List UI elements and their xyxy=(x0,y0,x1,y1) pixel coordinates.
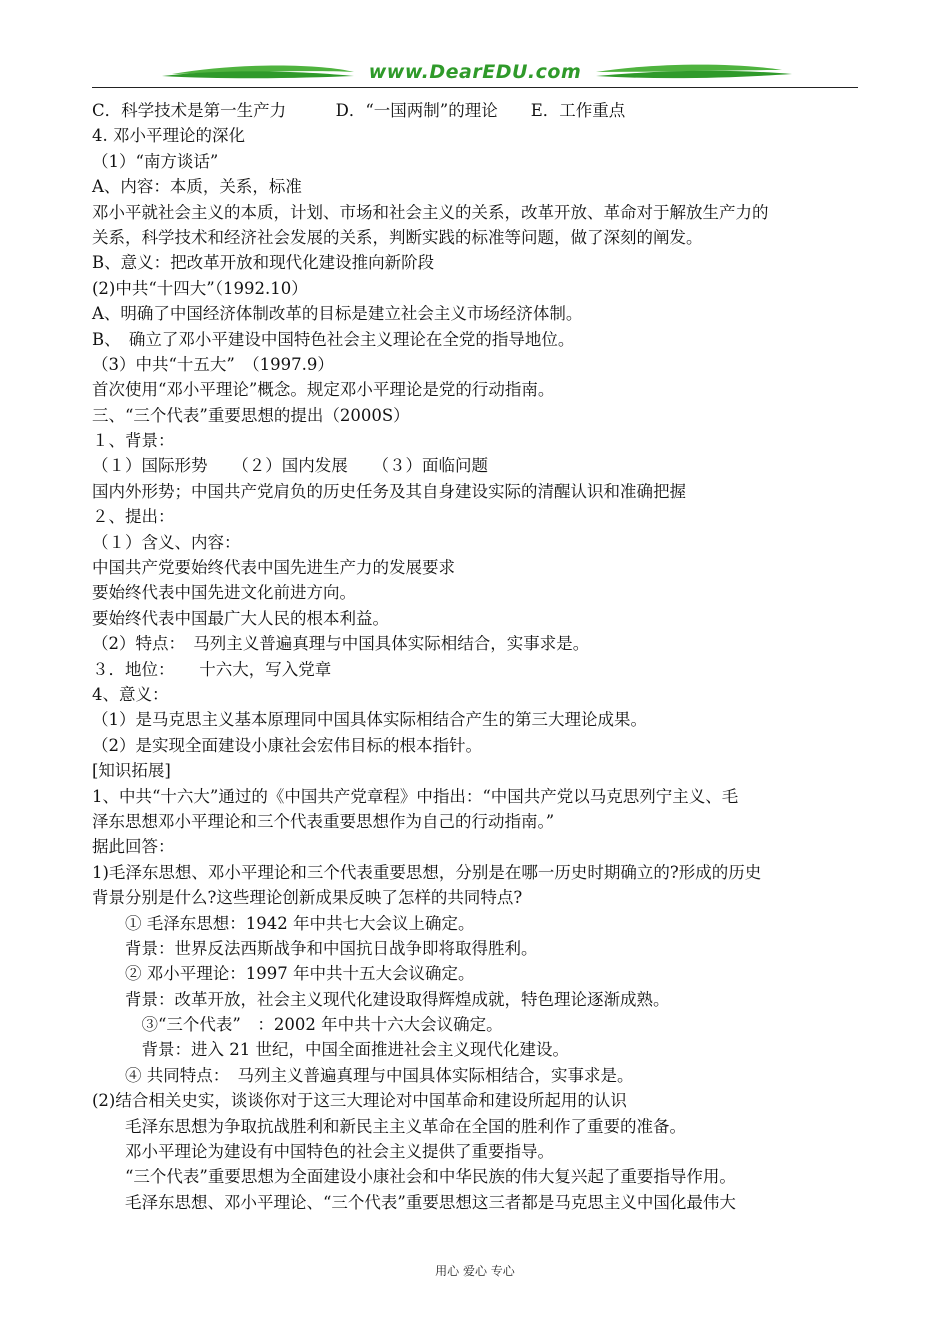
text-line: ① 毛泽东思想：1942 年中共七大会议上确定。 xyxy=(92,913,475,933)
text-line: A、内容：本质，关系，标准 xyxy=(92,177,302,197)
text-line: （1）是马克思主义基本原理同中国具体实际相结合产生的第三大理论成果。 xyxy=(92,710,647,730)
text-line: 要始终代表中国最广大人民的根本利益。 xyxy=(92,608,389,628)
text-line: [知识拓展] xyxy=(92,761,171,781)
text-line: C．科学技术是第一生产力 D．“一国两制”的理论 E．工作重点 xyxy=(92,101,626,120)
page-footer: 用心 爱心 专心 xyxy=(435,1264,515,1278)
text-line: 4、意义： xyxy=(92,684,169,704)
text-line: ２、提出： xyxy=(92,507,175,527)
text-line: １、背景： xyxy=(92,431,175,451)
text-line: “三个代表”重要思想为全面建设小康社会和中华民族的伟大复兴起了重要指导作用。 xyxy=(92,1167,736,1187)
text-line: （1）“南方谈话” xyxy=(92,151,219,171)
text-line: (2)结合相关史实，谈谈你对于这三大理论对中国革命和建设所起用的认识 xyxy=(92,1091,627,1111)
text-line: 关系，科学技术和经济社会发展的关系，判断实践的标准等问题，做了深刻的阐发。 xyxy=(92,227,703,247)
site-logo-text: www.DearEDU.com xyxy=(368,61,582,83)
text-line: 1)毛泽东思想、邓小平理论和三个代表重要思想，分别是在哪一历史时期确立的?形成的历史 xyxy=(92,862,762,882)
text-line: 首次使用“邓小平理论”概念。规定邓小平理论是党的行动指南。 xyxy=(92,380,555,400)
text-line: 背景：世界反法西斯战争和中国抗日战争即将取得胜利。 xyxy=(92,938,538,958)
text-line: （2）特点： 马列主义普遍真理与中国具体实际相结合，实事求是。 xyxy=(92,634,590,654)
text-line: 背景分别是什么?这些理论创新成果反映了怎样的共同特点? xyxy=(92,888,523,908)
text-line: 毛泽东思想、邓小平理论、“三个代表”重要思想这三者都是马克思主义中国化最伟大 xyxy=(92,1192,736,1212)
text-line: 据此回答： xyxy=(92,837,175,857)
text-line: B、意义：把改革开放和现代化建设推向新阶段 xyxy=(92,253,435,273)
text-line: 背景：进入 21 世纪，中国全面推进社会主义现代化建设。 xyxy=(92,1040,569,1060)
text-line: 国内外形势；中国共产党肩负的历史任务及其自身建设实际的清醒认识和准确把握 xyxy=(92,481,686,501)
text-line: 邓小平就社会主义的本质，计划、市场和社会主义的关系，改革开放、革命对于解放生产力的 xyxy=(92,202,769,222)
header-rule xyxy=(92,87,858,88)
text-line: 中国共产党要始终代表中国先进生产力的发展要求 xyxy=(92,558,455,578)
text-line: 泽东思想邓小平理论和三个代表重要思想作为自己的行动指南。” xyxy=(92,811,555,831)
text-line: B、 确立了邓小平建设中国特色社会主义理论在全党的指导地位。 xyxy=(92,329,575,349)
text-line: A、明确了中国经济体制改革的目标是建立社会主义市场经济体制。 xyxy=(92,304,583,324)
text-line: 要始终代表中国先进文化前进方向。 xyxy=(92,583,356,603)
text-line: 1、中共“十六大”通过的《中国共产党章程》中指出：“中国共产党以马克思列宁主义、毛 xyxy=(92,786,739,806)
text-line: （3）中共“十五大” （1997.9） xyxy=(92,354,334,374)
text-line: （2）是实现全面建设小康社会宏伟目标的根本指针。 xyxy=(92,735,482,755)
text-line: 4. 邓小平理论的深化 xyxy=(92,126,245,146)
text-line: ３．地位： 十六大，写入党章 xyxy=(92,659,332,679)
document-body xyxy=(92,98,862,1215)
text-line: 毛泽东思想为争取抗战胜利和新民主主义革命在全国的胜利作了重要的准备。 xyxy=(92,1116,686,1136)
text-line: (2)中共“十四大”（1992.10） xyxy=(92,278,308,298)
text-line: ② 邓小平理论：1997 年中共十五大会议确定。 xyxy=(92,964,475,984)
text-line: 三、“三个代表”重要思想的提出（2000S） xyxy=(92,405,410,425)
text-line: （１）国际形势 （２）国内发展 （３）面临问题 xyxy=(92,456,488,476)
text-line: ③“三个代表” ：2002 年中共十六大会议确定。 xyxy=(92,1015,503,1035)
text-line: 邓小平理论为建设有中国特色的社会主义提供了重要指导。 xyxy=(92,1142,554,1162)
text-line: 背景：改革开放，社会主义现代化建设取得辉煌成就，特色理论逐渐成熟。 xyxy=(92,989,670,1009)
page-header xyxy=(92,60,858,92)
text-line: ④ 共同特点： 马列主义普遍真理与中国具体实际相结合，实事求是。 xyxy=(92,1065,634,1085)
text-line: （１）含义、内容： xyxy=(92,532,241,552)
